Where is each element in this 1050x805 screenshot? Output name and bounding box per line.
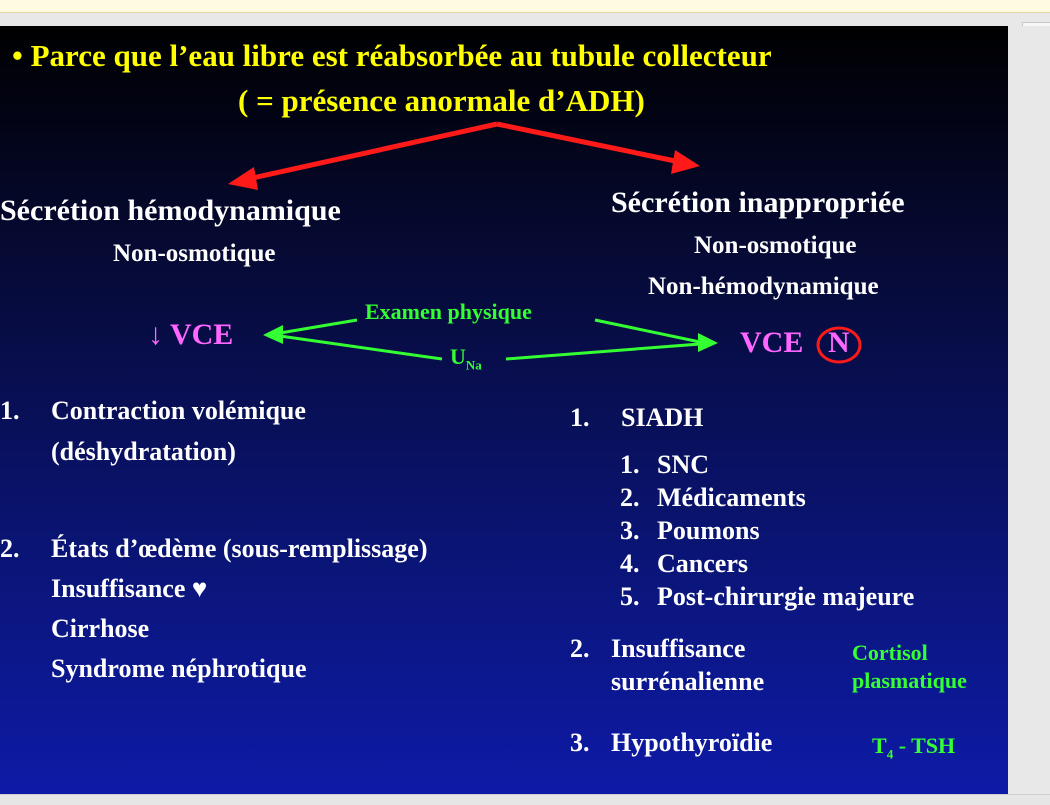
right-vce-normal: N [828,326,850,359]
left-item1-line1: Contraction volémique [51,396,306,425]
siadh-sub-label-2: Médicaments [657,483,806,512]
green-line-top-left [280,320,357,333]
right-heading: Sécrétion inappropriée [611,186,905,219]
left-item2-number: 2. [0,534,20,563]
red-arrowhead-right [671,150,700,174]
left-item1-line2: (déshydratation) [51,437,236,466]
right-item2-number: 2. [570,634,590,663]
left-vce: ↓ VCE [148,318,234,351]
presentation-slide [0,26,1008,794]
right-sub2: Non-hémodynamique [648,273,879,300]
cortisol-note-line2: plasmatique [852,668,967,693]
siadh-sub-label-3: Poumons [657,516,760,545]
green-line-bottom-right [506,344,700,359]
siadh-sub-number-2: 2. [620,483,640,512]
right-item3-hypothyroidie: Hypothyroïdie [611,728,773,757]
t4-tsh-note: $T_4$ - TSH [872,733,956,762]
left-item2-line2: Insuffisance ♥ [51,574,208,603]
right-item3-number: 3. [570,728,590,757]
slide-title-line1: • Parce que l’eau libre est réabsorbée au tubule collecteur [12,38,772,73]
right-gutter [1008,26,1050,804]
siadh-sub-label-4: Cancers [657,549,748,578]
exam-physique-label: Examen physique [365,299,532,324]
right-item2-line1: Insuffisance [611,634,746,663]
right-item2-line2: surrénalienne [611,667,765,696]
green-line-top-right [595,320,700,342]
siadh-sub-number-5: 5. [620,582,640,611]
bottom-gutter [0,794,1050,805]
left-item1-number: 1. [0,396,20,425]
siadh-sub-number-1: 1. [620,450,640,479]
slide-title-line2: ( = présence anormale d’ADH) [238,83,645,118]
green-arrowhead-left [263,325,283,344]
siadh-sub-number-4: 4. [620,549,640,578]
red-arrow-right [497,124,680,162]
green-line-bottom-left [280,336,442,359]
urine-sodium-label: $U_{Na}$ [450,344,482,373]
green-arrowhead-right [698,333,718,352]
left-item2-line4: Syndrome néphrotique [51,654,307,683]
siadh-sub-number-3: 3. [620,516,640,545]
siadh-sub-label-1: SNC [657,450,710,479]
top-toolbar-strip [0,0,1050,13]
right-item1-siadh: SIADH [621,403,704,432]
red-arrowhead-left [228,167,258,190]
left-item2-line3: Cirrhose [51,614,150,643]
cortisol-note-line1: Cortisol [852,640,928,665]
left-item2-line1: États d’œdème (sous-remplissage) [51,534,428,563]
siadh-sub-label-5: Post-chirurgie majeure [657,582,915,611]
right-sub1: Non-osmotique [694,232,857,259]
right-vce: VCE [740,326,804,359]
red-arrow-left [248,124,497,179]
left-heading: Sécrétion hémodynamique [0,194,341,227]
right-item1-number: 1. [570,403,590,432]
left-subheading: Non-osmotique [113,240,276,267]
